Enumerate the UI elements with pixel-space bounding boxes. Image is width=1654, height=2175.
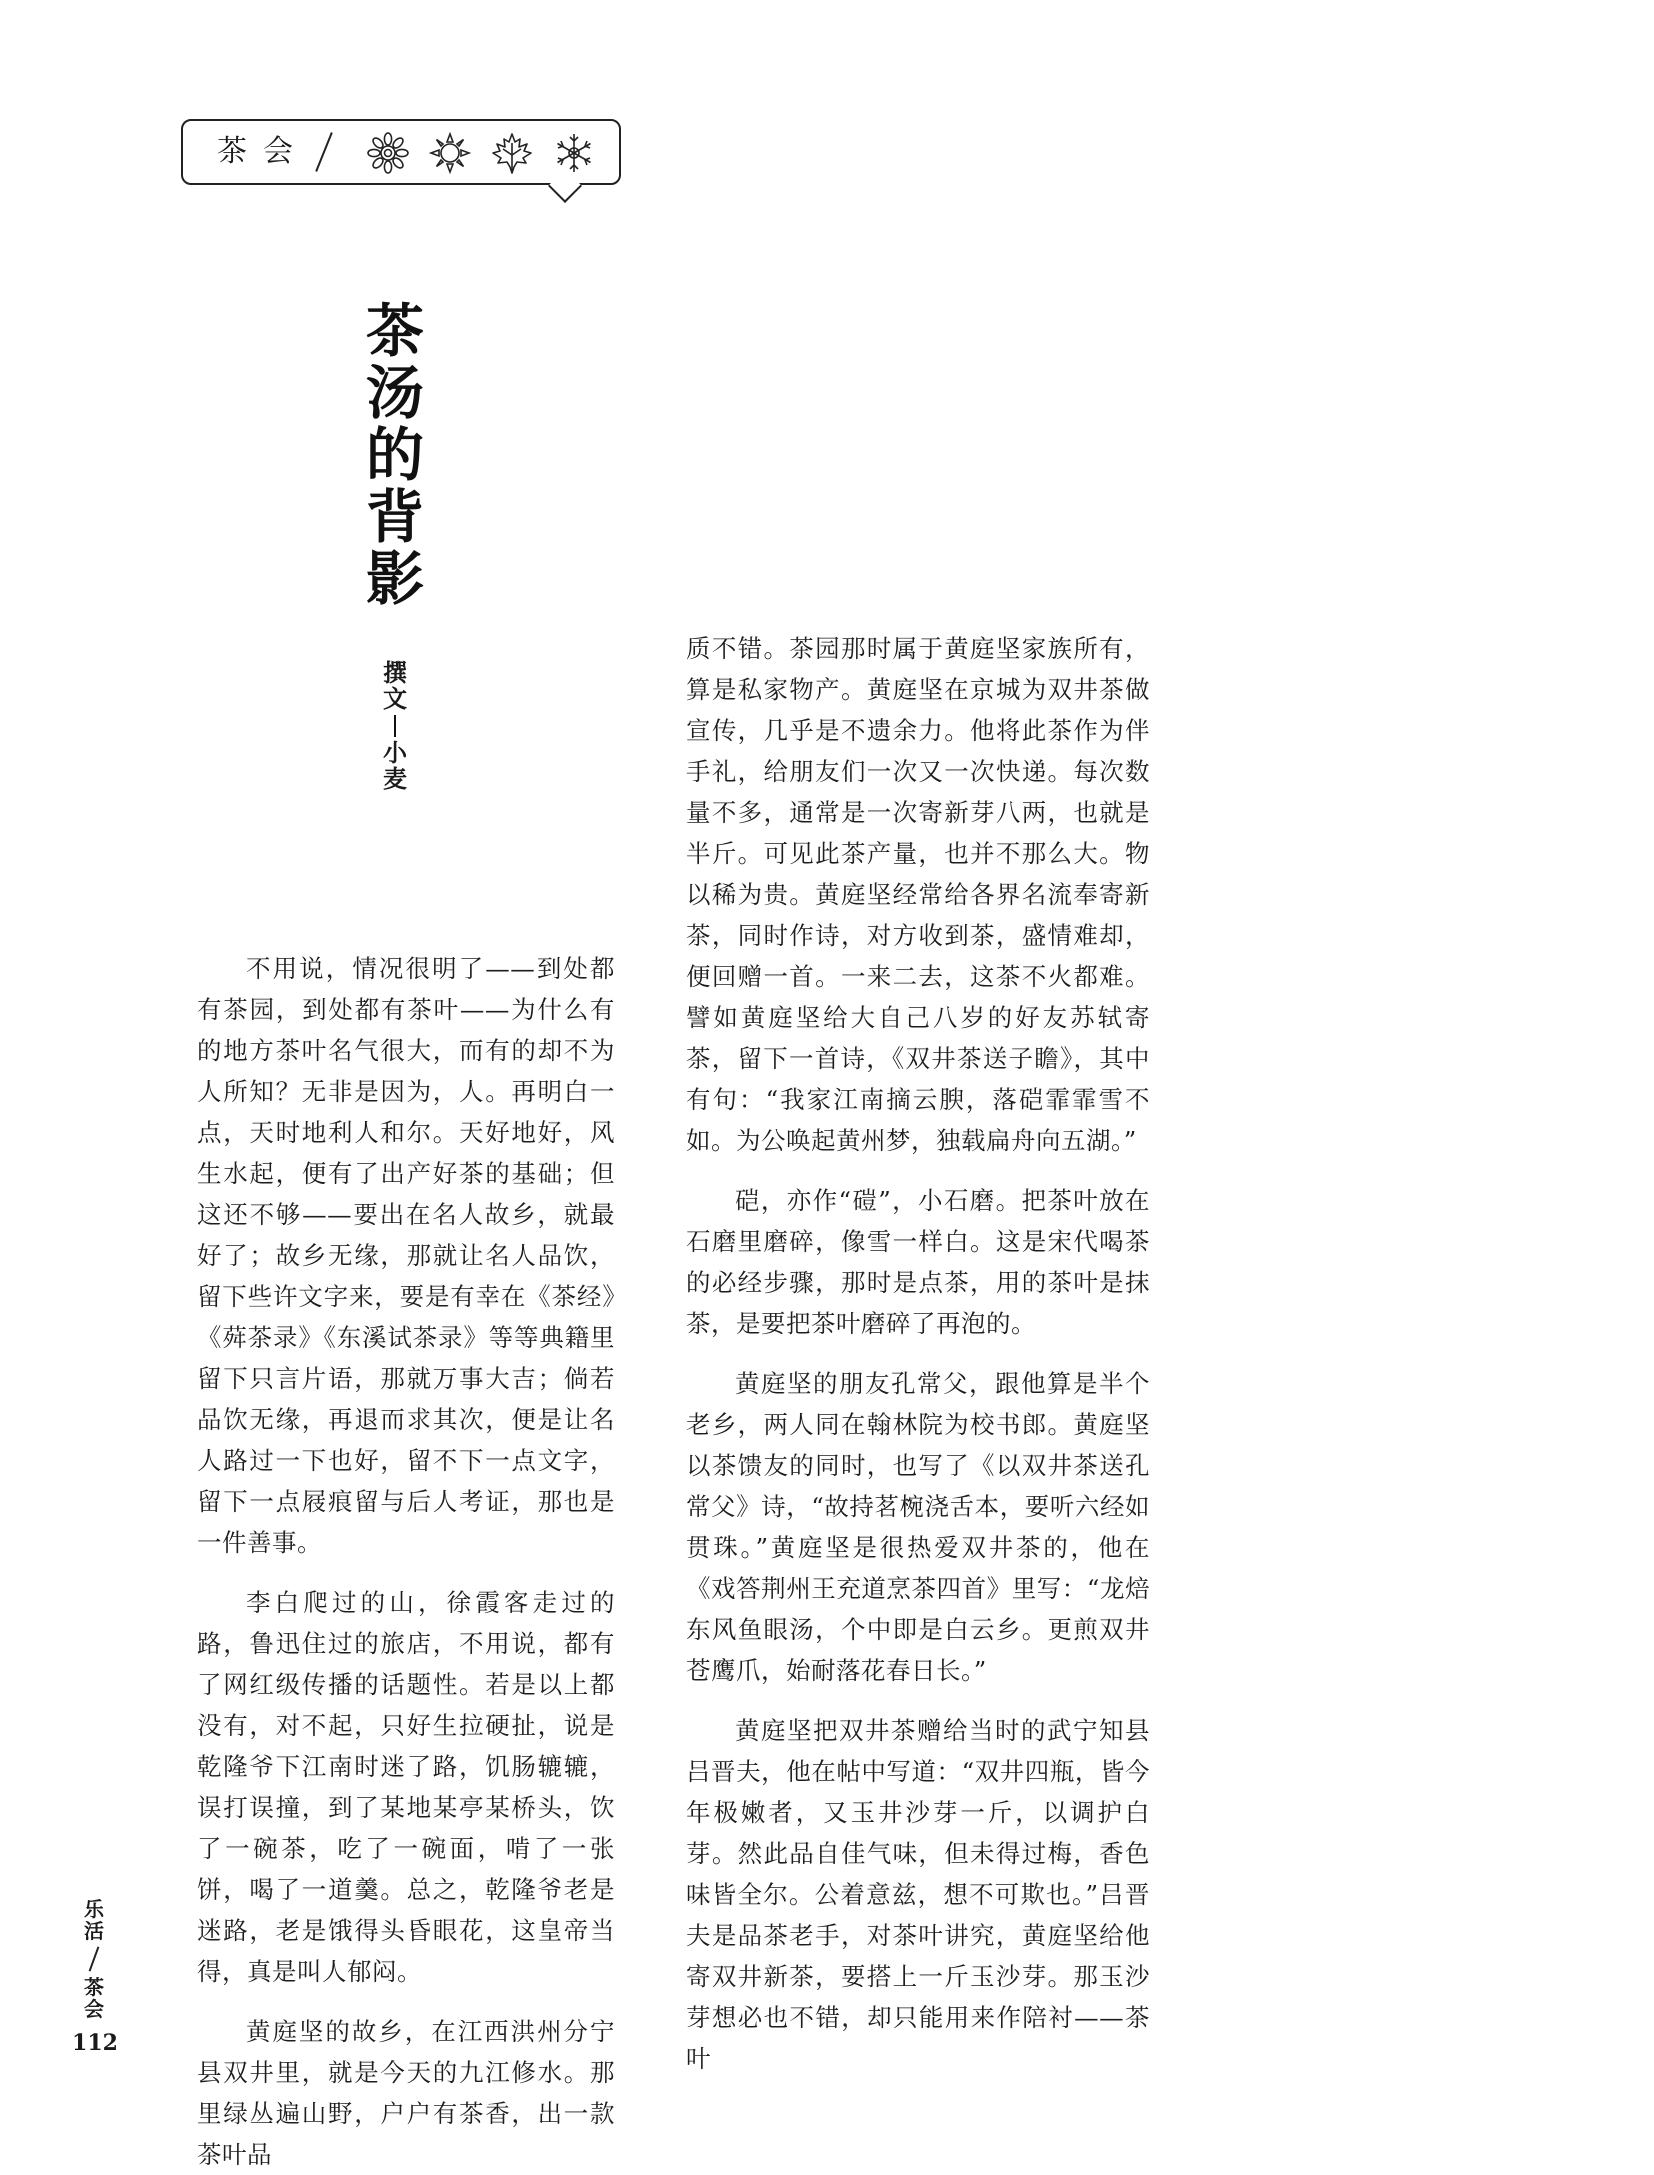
title-char: 的	[365, 421, 424, 489]
article-title	[360, 297, 430, 613]
folio-char: 会	[84, 1997, 104, 2021]
folio-brand	[76, 1898, 112, 1942]
byline-char: 文	[383, 685, 407, 713]
body-column-right	[686, 628, 1150, 2073]
body-column-left	[197, 948, 615, 2169]
byline-char: 麦	[383, 765, 407, 793]
sun-icon	[428, 131, 472, 175]
maple-leaf-icon	[490, 131, 534, 175]
folio-char: 茶	[84, 1975, 104, 1999]
snowflake-icon	[552, 131, 596, 175]
title-char: 茶	[365, 297, 424, 365]
byline-char: 撰	[383, 659, 407, 687]
paragraph-continued: 质不错。茶园那时属于黄庭坚家族所有，算是私家物产。黄庭坚在京城为双井茶做宣传，几乎是不遗余力。他将此茶作为伴手礼，给朋友们一次又一次快递。每次数量不多，通常是一次寄新芽八两，也就是半斤。可见此茶产量，也并不那么大。物以稀为贵。黄庭坚经常给各界名流奉寄新茶，同时作诗，对方收到茶，盛情难却，便回赠一首。一来二去，这茶不火都难。譬如黄庭坚给大自己八岁的好友苏轼寄茶，留下一首诗，《双井茶送子瞻》，其中有句：“我家江南摘云腴，落硙霏霏雪不如。为公唤起黄州梦，独载扁舟向五湖。”	[686, 634, 1150, 1155]
byline	[380, 660, 410, 792]
title-char: 背	[365, 483, 424, 551]
page-number: 112	[72, 2030, 118, 2056]
folio-section	[76, 1976, 112, 2020]
section-header-tab	[181, 119, 621, 185]
paragraph: 黄庭坚的朋友孔常父，跟他算是半个老乡，两人同在翰林院为校书郎。黄庭坚以茶馈友的同时，也写了《以双井茶送孔常父》诗，“故持茗椀浇舌本，要听六经如贯珠。”黄庭坚是很热爱双井茶的，他在《戏答荆州王充道烹茶四首》里写：“龙焙东风鱼眼汤，个中即是白云乡。更煎双井苍鹰爪，始耐落花春日长。”	[686, 1369, 1150, 1685]
paragraph: 不用说，情况很明了——到处都有茶园，到处都有茶叶——为什么有的地方茶叶名气很大，而有的却不为人所知？无非是因为，人。再明白一点，天时地利人和尔。天好地好，风生水起，便有了出产好茶的基础；但这还不够——要出在名人故乡，就最好了；故乡无缘，那就让名人品饮，留下些许文字来，要是有幸在《茶经》《荈茶录》《东溪试茶录》等等典籍里留下只言片语，那就万事大吉；倘若品饮无缘，再退而求其次，便是让名人路过一下也好，留不下一点文字，留下一点屐痕留与后人考证，那也是一件善事。	[197, 954, 615, 1557]
section-label: 茶会	[217, 134, 309, 169]
folio	[76, 1898, 112, 2020]
folio-char: 乐	[84, 1897, 104, 1921]
title-char: 影	[365, 545, 424, 613]
folio-char: 活	[84, 1919, 104, 1943]
paragraph: 黄庭坚的故乡，在江西洪州分宁县双井里，就是今天的九江修水。那里绿丛遍山野，户户有茶香，出一款茶叶品	[197, 2017, 615, 2169]
byline-separator	[394, 715, 396, 737]
folio-divider	[89, 1946, 100, 1971]
paragraph: 黄庭坚把双井茶赠给当时的武宁知县吕晋夫，他在帖中写道：“双井四瓶，皆今年极嫩者，又玉井沙芽一斤，以调护白芽。然此品自佳气味，但未得过梅，香色味皆全尔。公着意兹，想不可欺也。”吕晋夫是品茶老手，对茶叶讲究，黄庭坚给他寄双井新茶，要搭上一斤玉沙芽。那玉沙芽想必也不错，却只能用来作陪衬——茶叶	[686, 1716, 1150, 2073]
sunflower-icon	[366, 131, 410, 175]
header-divider	[315, 132, 333, 172]
byline-char: 小	[383, 739, 407, 767]
paragraph: 李白爬过的山，徐霞客走过的路，鲁迅住过的旅店，不用说，都有了网红级传播的话题性。若是以上都没有，对不起，只好生拉硬扯，说是乾隆爷下江南时迷了路，饥肠辘辘，误打误撞，到了某地某亭某桥头，饮了一碗茶，吃了一碗面，啃了一张饼，喝了一道羹。总之，乾隆爷老是迷路，老是饿得头昏眼花，这皇帝当得，真是叫人郁闷。	[197, 1588, 615, 1986]
paragraph: 硙，亦作“磑”，小石磨。把茶叶放在石磨里磨碎，像雪一样白。这是宋代喝茶的必经步骤，那时是点茶，用的茶叶是抹茶，是要把茶叶磨碎了再泡的。	[686, 1186, 1150, 1338]
title-char: 汤	[365, 359, 424, 427]
